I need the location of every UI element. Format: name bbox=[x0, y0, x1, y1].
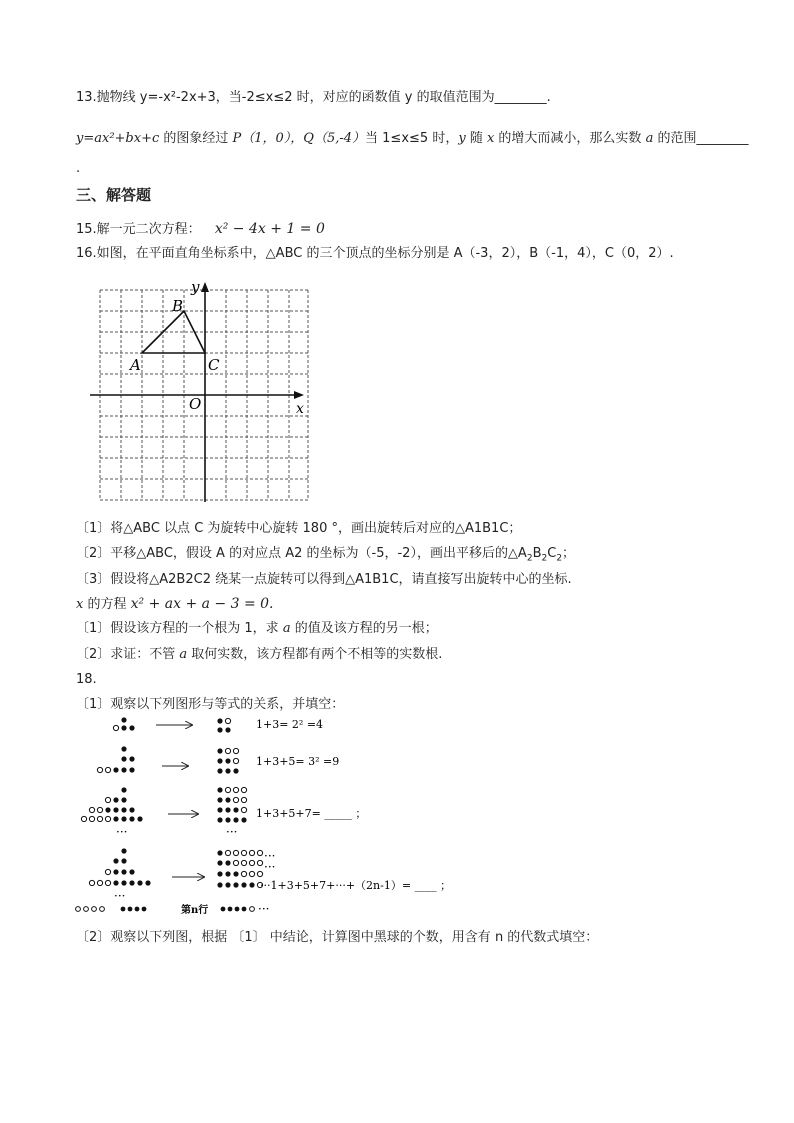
nth-row-label: 第n行 bbox=[181, 905, 209, 916]
q18-sub1: 〔1〕观察以下列图形与等式的关系，并填空： bbox=[76, 697, 345, 712]
q14-function: y=ax²+bx+c bbox=[76, 131, 160, 146]
question-13: 13.抛物线 y=-x²-2x+3，当-2≤x≤2 时，对应的函数值 y 的取值范围为________. bbox=[76, 90, 551, 105]
origin-label: O bbox=[189, 395, 202, 413]
q14-tail: . bbox=[76, 161, 81, 176]
axes bbox=[90, 282, 304, 502]
ellipsis-bottom-left: ··· bbox=[114, 889, 126, 903]
point-a-label: A bbox=[130, 356, 141, 374]
ellipsis-row1-right: ··· bbox=[264, 849, 276, 863]
left-filled-dots bbox=[105, 717, 150, 911]
ellipsis-bottom-right: ··· bbox=[258, 902, 270, 916]
q17-equation: x² + ax + a − 3 = 0. bbox=[130, 596, 274, 612]
equation-3: 1+3+5+7= _____ ； bbox=[256, 807, 367, 820]
q17-sub2: 〔2〕求证：不管 a 取何实数，该方程都有两个不相等的实数根. bbox=[76, 647, 443, 662]
equation-2: 1+3+5= 3² =9 bbox=[256, 755, 340, 768]
q16-sub2: 〔2〕平移△ABC，假设 A 的对应点 A2 的坐标为（-5，-2），画出平移后的$\triangle A_2B_2C_2$； bbox=[76, 546, 576, 564]
q17-sub1: 〔1〕假设该方程的一个根为 1，求 a 的值及该方程的另一根； bbox=[76, 621, 438, 636]
point-c-label: C bbox=[208, 356, 220, 374]
section-heading: 三、解答题 bbox=[76, 186, 152, 204]
point-b-label: B bbox=[172, 297, 184, 315]
left-hollow-dots bbox=[76, 725, 119, 911]
question-18-number: 18. bbox=[76, 672, 97, 687]
ellipsis-row2-right: ··· bbox=[264, 860, 276, 874]
q15-equation: x² − 4x + 1 = 0 bbox=[214, 221, 325, 237]
equation-4: ···1+3+5+7+···+（2n-1）= ____ ； bbox=[260, 879, 452, 892]
question-17: x 的方程 x² + ax + a − 3 = 0. bbox=[76, 596, 274, 612]
dot-pattern-figure bbox=[74, 714, 474, 922]
question-16: 16.如图，在平面直角坐标系中，△ABC 的三个顶点的坐标分别是 A（-3，2），B（-1，4），C（0，2）. bbox=[76, 246, 674, 261]
x-axis-label: x bbox=[296, 401, 304, 417]
ellipsis-mid-left: ··· bbox=[116, 825, 128, 839]
question-14: y=ax²+bx+c 的图象经过 P（1，0），Q（5,-4）当 1≤x≤5 时，y 随 x 的增大而减小，那么实数 a 的范围________ bbox=[76, 131, 749, 146]
coordinate-grid-figure bbox=[88, 280, 318, 505]
ellipsis-mid-right: ··· bbox=[226, 825, 238, 839]
right-filled-dots bbox=[217, 718, 254, 911]
equation-1: 1+3= 2² =4 bbox=[256, 718, 324, 731]
y-axis-label: y bbox=[191, 280, 200, 296]
question-15: 15.解一元二次方程： x² − 4x + 1 = 0 bbox=[76, 221, 325, 237]
arrows bbox=[156, 725, 204, 877]
q18-sub2: 〔2〕观察以下列图，根据 〔1〕 中结论，计算图中黑球的个数，用含有 n 的代数式填空： bbox=[76, 930, 599, 945]
q16-sub3: 〔3〕假设将△A2B2C2 绕某一点旋转可以得到△A1B1C，请直接写出旋转中心的坐标. bbox=[76, 572, 572, 587]
q16-sub1: 〔1〕将△ABC 以点 C 为旋转中心旋转 180 °，画出旋转后对应的△A1B1C； bbox=[76, 521, 522, 536]
